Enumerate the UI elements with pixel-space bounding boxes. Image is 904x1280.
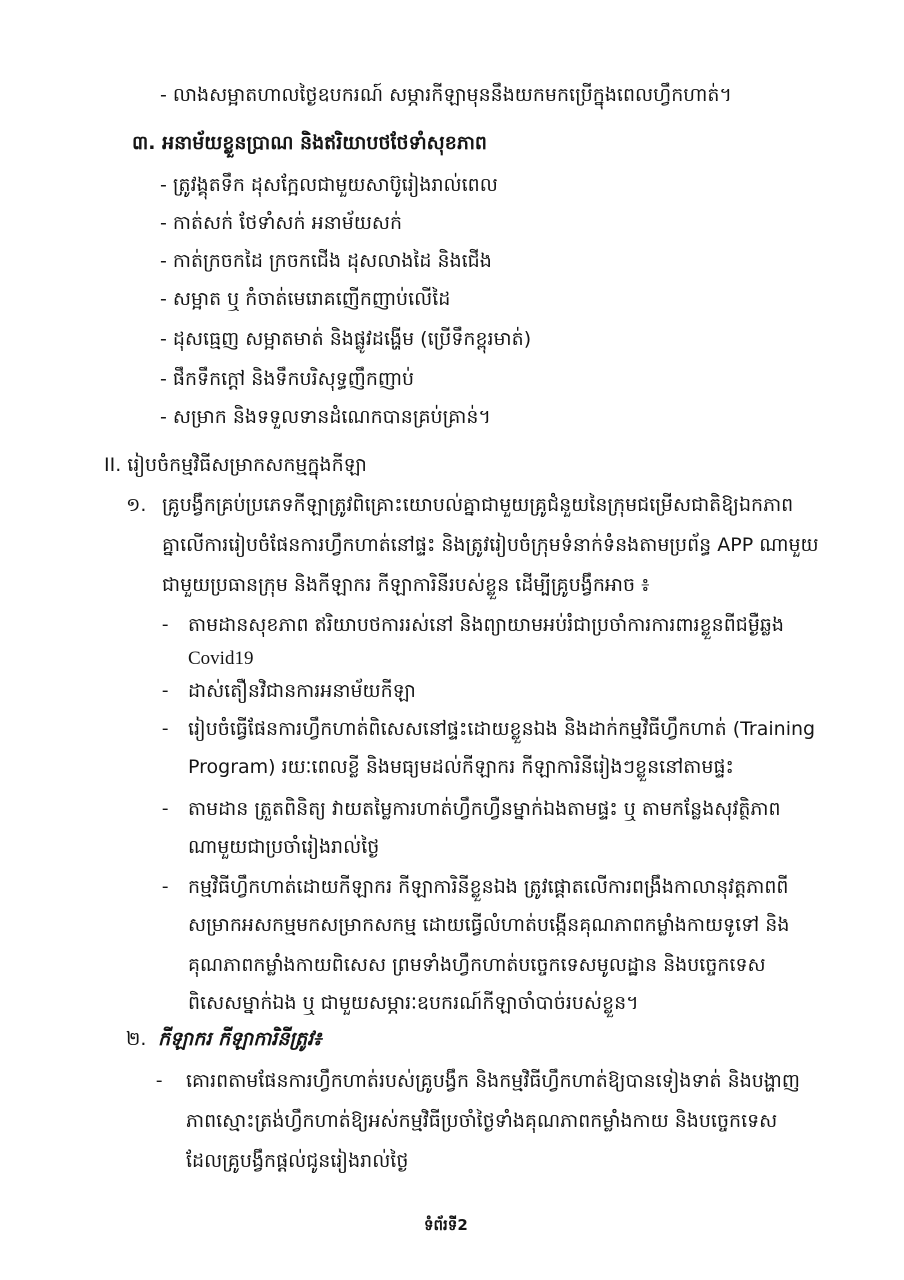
bullet-text: តាមដាន ត្រួតពិនិត្យ វាយតម្លៃការហាត់ហ្វឹកហ្វឺនម្នាក់ឯងតាមផ្ទះ ឬ តាមកន្លែងសុវត្ថិភាព	[188, 798, 781, 820]
list-item: - កាត់សក់ ថែទាំសក់ អនាម័យសក់	[160, 212, 403, 234]
paragraph-line: គ្នាលើការរៀបចំផែនការហ្វឹកហាត់នៅផ្ទះ និងត្រូវរៀបចំក្រុមទំនាក់ទំនងតាមប្រព័ន្ធ APP ណាមួយ	[162, 534, 819, 556]
bullet-text: គុណភាពកម្លាំងកាយពិសេស ព្រមទាំងហ្វឹកហាត់បច្ចេកទេសមូលដ្ឋាន និងបច្ចេកទេស	[188, 954, 766, 976]
item-heading: កីឡាករ កីឡាការិនីត្រូវ៖	[158, 1028, 322, 1050]
item-number: ២.	[126, 1028, 147, 1050]
bullet-text: ណាមួយជាប្រចាំរៀងរាល់ថ្ងៃ	[188, 836, 380, 858]
bullet-text: ពិសេសម្នាក់ឯង ឬ ជាមួយសម្ភារៈឧបករណ៍កីឡាចាំបាច់របស់ខ្លួន។	[188, 992, 639, 1014]
bullet-text: ដែលគ្រូបង្វឹកផ្តល់ជូនរៀងរាល់ថ្ងៃ	[186, 1150, 409, 1172]
list-item: - កាត់ក្រចកដៃ ក្រចកជើង ដុសលាងដៃ និងជើង	[160, 250, 492, 272]
list-item: - ត្រូវង្គុតទឹក ដុសក្អែលជាមួយសាប៊ូរៀងរាល់ពេល	[160, 174, 498, 196]
bullet-dash: -	[156, 1070, 163, 1091]
list-item: - ផឹកទឹកក្តៅ និងទឹកបរិសុទ្ធញឹកញាប់	[160, 368, 415, 390]
bullet-dash: -	[162, 876, 169, 897]
section-heading: II. រៀបចំកម្មវិធីសម្រាកសកម្មក្នុងកីឡា	[104, 454, 367, 476]
list-item: - លាងសម្អាតហាលថ្ងៃឧបករណ៍ សម្ភារកីឡាមុននឹងយកមកប្រើក្នុងពេលហ្វឹកហាត់។	[160, 84, 732, 106]
list-item: - សម្អាត ឬ កំចាត់មេរោគញើកញាប់លើដៃ	[160, 288, 451, 310]
bullet-dash: -	[162, 718, 169, 739]
bullet-text: Program) រយៈពេលខ្លី និងមធ្យមដល់កីឡាករ កីឡាការិនីរៀងៗខ្លួននៅតាមផ្ទះ	[188, 756, 734, 778]
paragraph-line: ជាមួយប្រធានក្រុម និងកីឡាករ កីឡាការិនីរបស់ខ្លួន ដើម្បីគ្រូបង្វឹកអាច ៖	[162, 574, 650, 596]
bullet-dash: -	[162, 798, 169, 819]
bullet-dash: -	[162, 614, 169, 635]
section-heading: ៣. អនាម័យខ្លួនប្រាណ និងឥរិយាបថថែទាំសុខភាព	[132, 132, 487, 154]
bullet-text: សម្រាកអសកម្មមកសម្រាកសកម្ម ដោយធ្វើលំហាត់បង្កើនគុណភាពកម្លាំងកាយទូទៅ និង	[188, 914, 790, 936]
bullet-text: កម្មវិធីហ្វឹកហាត់ដោយកីឡាករ កីឡាការិនីខ្លួនឯង ត្រូវផ្តោតលើការពង្រឹងកាលានុវត្តភាពពី	[188, 876, 789, 898]
paragraph-line: គ្រូបង្វឹកគ្រប់ប្រភេទកីឡាត្រូវពិគ្រោះយោបល់គ្នាជាមួយគ្រូជំនួយនៃក្រុមជម្រើសជាតិឱ្យឯកភាព	[162, 494, 794, 516]
list-item: - ដុសធ្មេញ សម្អាតមាត់ និងផ្លូវដង្ហើម (ប្រើទឹកខ្ពុរមាត់)	[160, 328, 532, 350]
bullet-text: ភាពស្មោះត្រង់ហ្វឹកហាត់ឱ្យអស់កម្មវិធីប្រចាំថ្ងៃទាំងគុណភាពកម្លាំងកាយ និងបច្ចេកទេស	[186, 1110, 778, 1132]
item-number: ១.	[126, 494, 147, 516]
bullet-dash: -	[162, 680, 169, 701]
page-number: ទំព័រទី2	[424, 1216, 468, 1234]
list-item: - សម្រាក និងទទួលទានដំណេកបានគ្រប់គ្រាន់។	[160, 406, 491, 428]
bullet-text: រៀបចំធ្វើផែនការហ្វឹកហាត់ពិសេសនៅផ្ទះដោយខ្លួនឯង និងដាក់កម្មវិធីហ្វឹកហាត់ (Training	[188, 718, 816, 740]
bullet-text: គោរពតាមផែនការហ្វឹកហាត់របស់គ្រូបង្វឹក និងកម្មវិធីហ្វឹកហាត់ឱ្យបានទៀងទាត់ និងបង្ហាញ	[186, 1070, 800, 1092]
bullet-text: Covid19	[188, 648, 254, 669]
bullet-text: តាមដានសុខភាព ឥរិយាបថការរស់នៅ និងព្យាយាមអប់រំជាប្រចាំការការពារខ្លួនពីជម្ងឺឆ្លង	[188, 614, 784, 636]
bullet-text: ដាស់តឿនវិជានការអនាម័យកីឡា	[188, 680, 416, 702]
